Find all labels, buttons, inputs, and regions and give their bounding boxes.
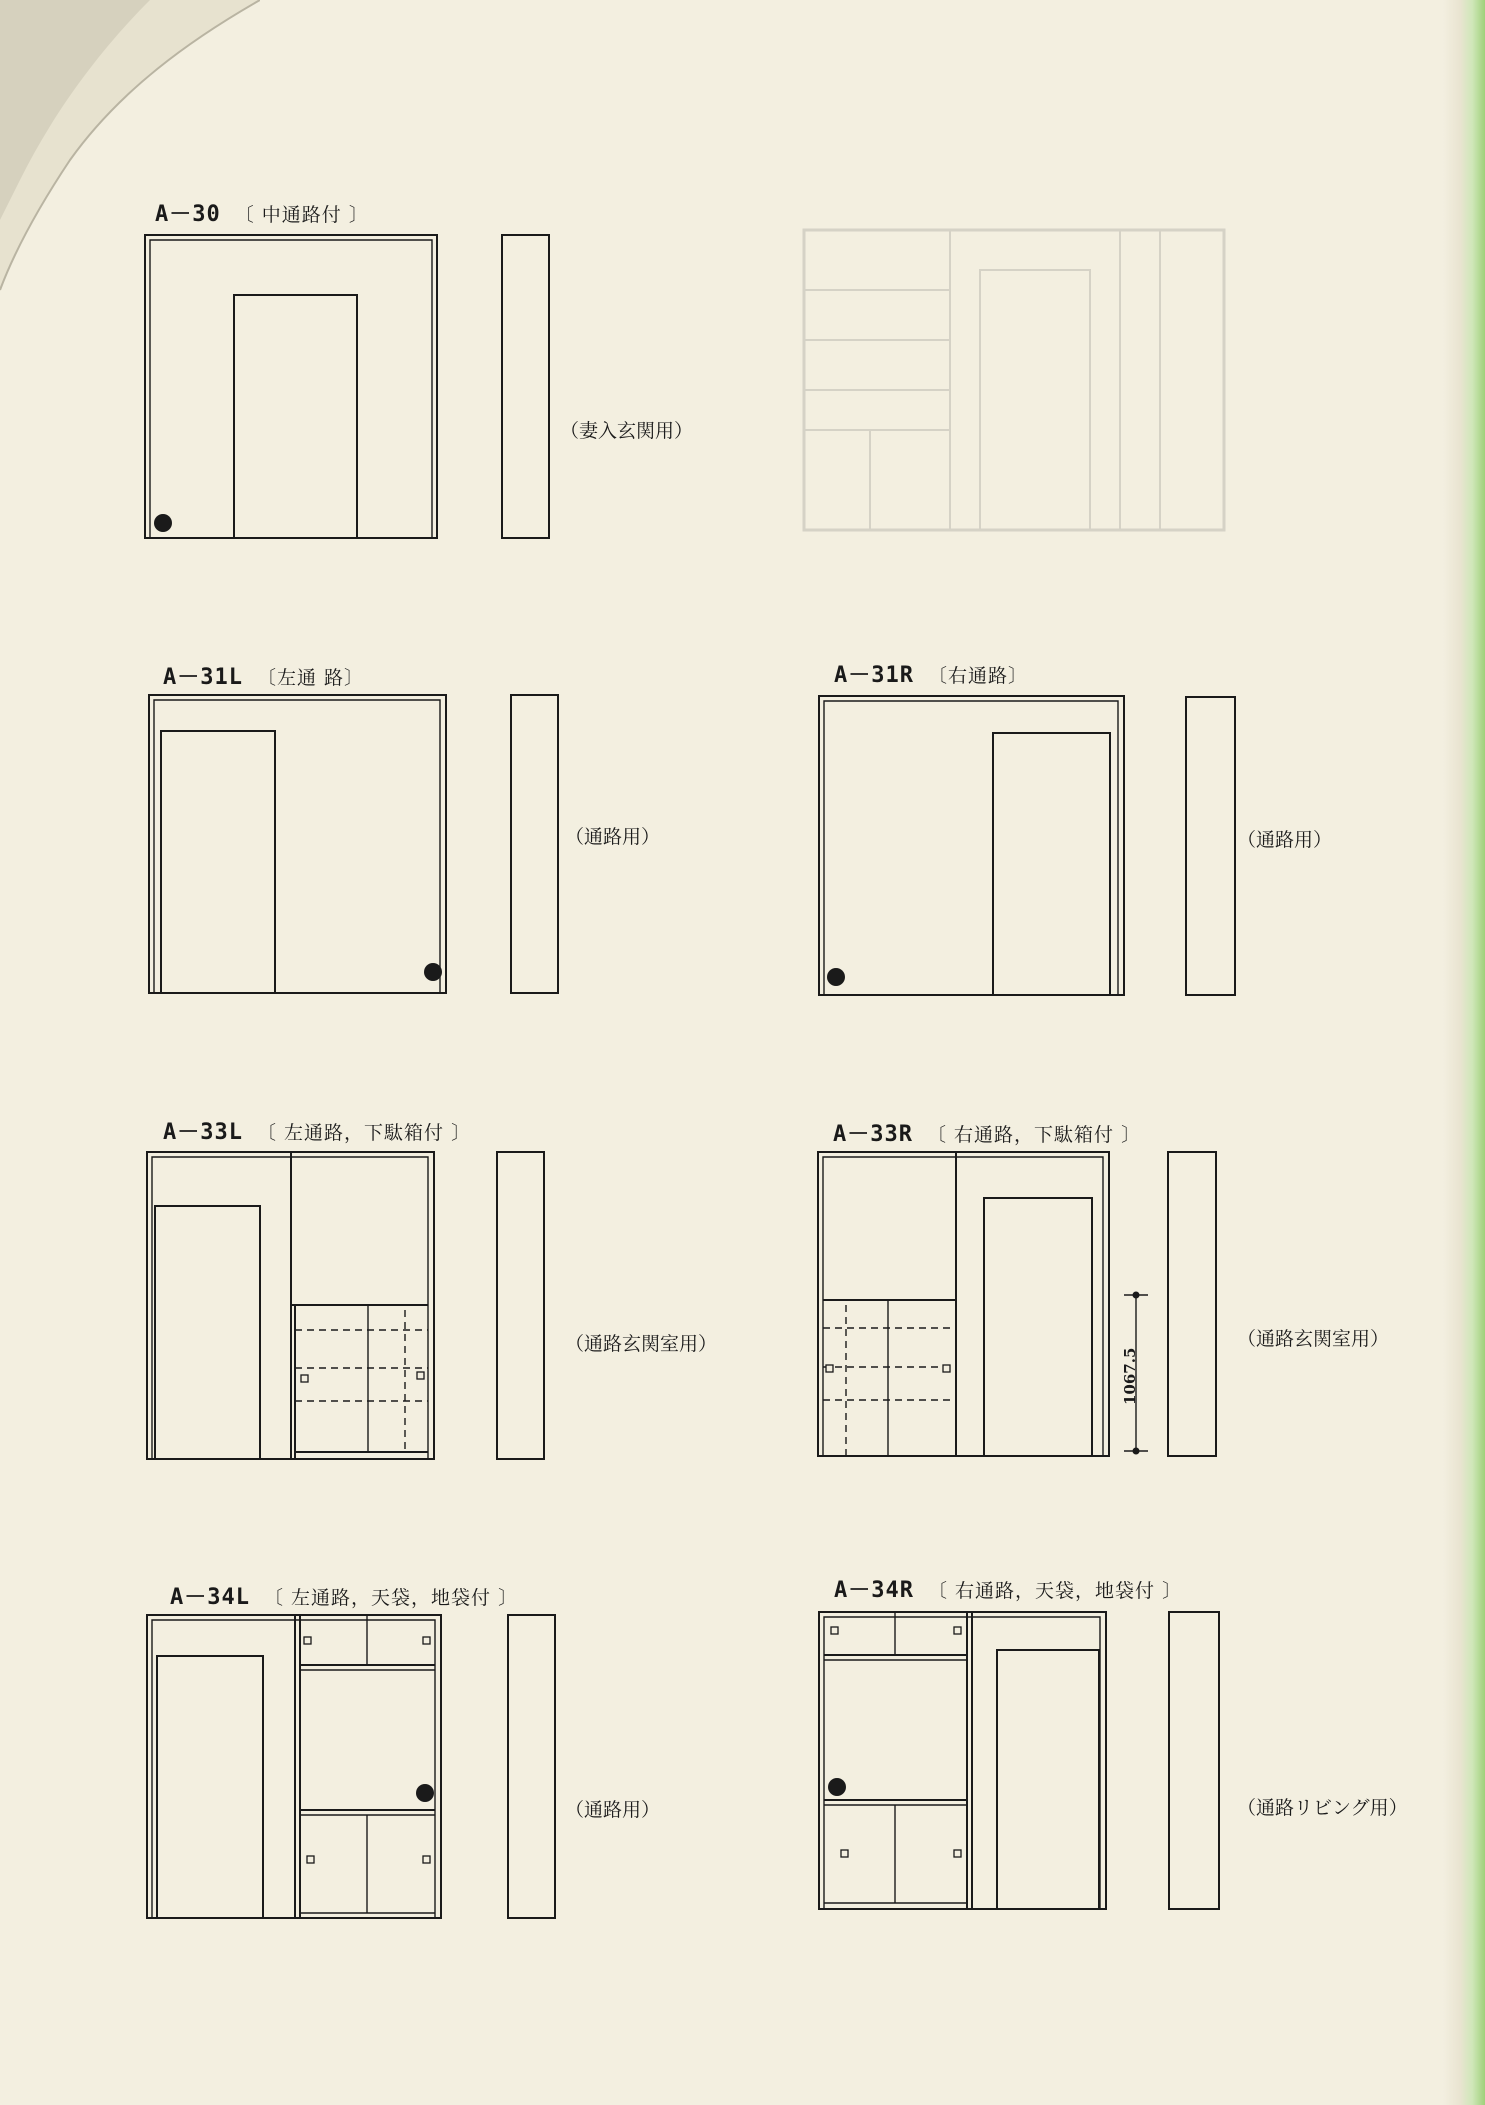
unit-description: 〔左通 路〕 — [256, 667, 365, 689]
door-pull-icon — [954, 1627, 961, 1634]
unit-title-a34r — [834, 1573, 1182, 1604]
unit-code: A－33R — [833, 1122, 913, 1147]
front-elevation-a33l — [145, 1150, 565, 1460]
door-pull-icon — [304, 1637, 311, 1644]
page-right-edge — [1443, 0, 1485, 2105]
front-elevation-a30 — [143, 233, 563, 543]
unit-title-a31r — [834, 658, 1028, 689]
door-pull-icon — [417, 1372, 424, 1379]
front-elevation-a34l — [145, 1613, 565, 1923]
door-pull-icon — [423, 1637, 430, 1644]
unit-title-a31l — [163, 660, 364, 691]
unit-title-a30 — [155, 197, 369, 228]
unit-code: A－30 — [155, 202, 221, 227]
unit-usage: （通路用） — [565, 1799, 661, 1821]
door-pull-icon — [826, 1365, 833, 1372]
dimension-label: 1067.5 — [1121, 1347, 1139, 1405]
unit-description: 〔 左通路，天袋，地袋付 〕 — [263, 1587, 519, 1609]
unit-usage: （通路用） — [565, 826, 661, 848]
unit-usage: （通路リビング用） — [1237, 1797, 1408, 1819]
unit-code: A－31R — [834, 663, 914, 688]
unit-description: 〔 中通路付 〕 — [234, 204, 369, 226]
knob-icon — [424, 963, 442, 981]
unit-usage: （妻入玄関用） — [560, 420, 694, 442]
unit-usage: （通路用） — [1237, 829, 1333, 851]
front-elevation-a31l — [147, 693, 567, 1003]
unit-description: 〔右通路〕 — [927, 665, 1028, 687]
knob-icon — [154, 514, 172, 532]
unit-title-a34l — [170, 1580, 518, 1611]
unit-description: 〔 右通路，天袋，地袋付 〕 — [927, 1580, 1183, 1602]
unit-description: 〔 左通路，下駄箱付 〕 — [256, 1122, 472, 1144]
door-pull-icon — [841, 1850, 848, 1857]
unit-usage: （通路玄関室用） — [565, 1333, 718, 1355]
door-pull-icon — [423, 1856, 430, 1863]
unit-title-a33r — [833, 1117, 1141, 1148]
door-pull-icon — [301, 1375, 308, 1382]
unit-code: A－34R — [834, 1578, 914, 1603]
door-pull-icon — [943, 1365, 950, 1372]
unit-title-a33l — [163, 1115, 471, 1146]
front-elevation-a34r — [817, 1610, 1237, 1920]
unit-code: A－33L — [163, 1120, 243, 1145]
door-pull-icon — [831, 1627, 838, 1634]
unit-code: A－31L — [163, 665, 243, 690]
front-elevation-a31r — [817, 694, 1237, 1004]
unit-description: 〔 右通路，下駄箱付 〕 — [926, 1124, 1142, 1146]
door-pull-icon — [307, 1856, 314, 1863]
knob-icon — [416, 1784, 434, 1802]
bleed-through-drawing — [790, 190, 1250, 550]
door-pull-icon — [954, 1850, 961, 1857]
knob-icon — [827, 968, 845, 986]
unit-code: A－34L — [170, 1585, 250, 1610]
unit-usage: （通路玄関室用） — [1237, 1328, 1390, 1350]
front-elevation-a33r — [816, 1150, 1236, 1460]
knob-icon — [828, 1778, 846, 1796]
